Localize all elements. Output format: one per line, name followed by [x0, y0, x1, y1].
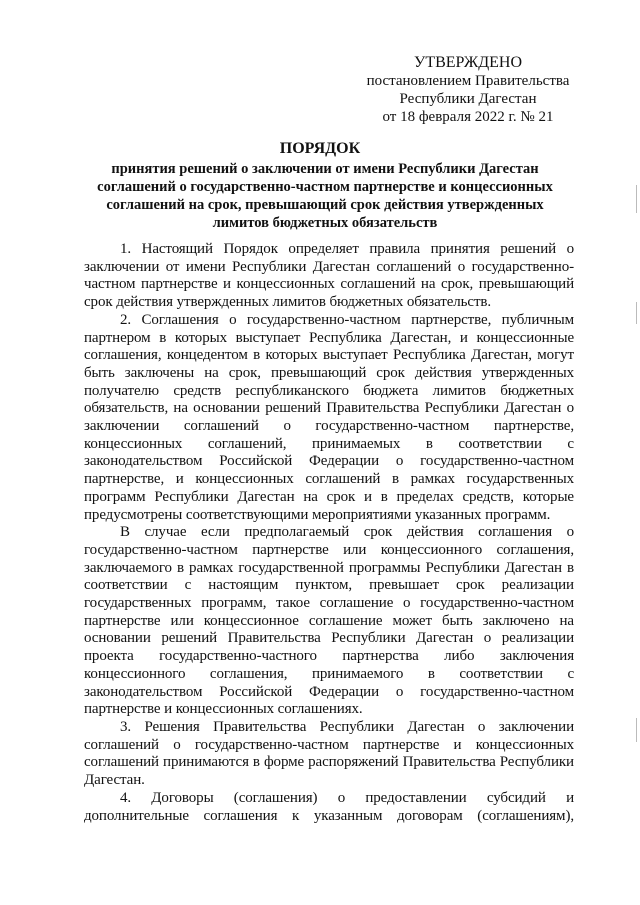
approval-line-1: постановлением Правительства — [366, 73, 570, 89]
paragraph-1: 1. Настоящий Порядок определяет правила принятия решений о заключении от имени Республики Дагестан соглашений о государственно-частном партнерстве и концессионных соглашений на срок, превышающий срок действия утвержденных лимитов бюджетных обязательств. — [84, 241, 574, 311]
document-body — [84, 241, 574, 825]
paragraph-3: 3. Решения Правительства Республики Дагестан о заключении соглашений о государственно-частном партнерстве и концессионных соглашений принимаются в форме распоряжений Правительства Республики Дагестан. — [84, 718, 574, 789]
document-subtitle: принятия решений о заключении от имени Республики Дагестан соглашений о государственно-частном партнерстве и концессионных соглашений на срок, превышающий срок действия утвержденных лимитов бюджетных обязательств — [97, 161, 553, 231]
scan-edge-mark — [636, 185, 637, 213]
approval-line-2: Республики Дагестан — [399, 91, 537, 107]
paragraph-4: 4. Договоры (соглашения) о предоставлении субсидий и дополнительные соглашения к указанным договорам (соглашениям), — [84, 789, 574, 824]
paragraph-2: 2. Соглашения о государственно-частном партнерстве, публичным партнером в которых выступает Республика Дагестан, и концессионные соглашения, концедентом в которых выступает Республика Дагестан, могут быть заключены на срок, превышающий срок действия утвержденных получателю средств республиканского бюджета лимитов бюджетных обязательств, на основании решений Правительства Республики Дагестан о заключении соглашений о государственно-частном партнерстве, концессионных соглашений, принимаемых в соответствии с законодательством Российской Федерации о государственно-частном партнерстве, и концессионных соглашений в рамках государственных программ Республики Дагестан на срок и в пределах средств, которые предусмотрены соответствующими мероприятиями указанных программ. — [84, 311, 574, 523]
approval-line-3: от 18 февраля 2022 г. № 21 — [382, 109, 554, 125]
approval-stamp — [352, 54, 584, 126]
document-title: ПОРЯДОК — [279, 140, 361, 157]
approval-heading: УТВЕРЖДЕНО — [413, 54, 522, 71]
scan-edge-mark — [636, 302, 637, 324]
paragraph-2-continuation: В случае если предполагаемый срок действия соглашения о государственно-частном партнерстве или концессионного соглашения, заключаемого в рамках государственной программы Республики Дагестан в соответствии с настоящим пунктом, превышает срок реализации государственных программ, такое соглашение о государственно-частном партнерстве или концессионное соглашение может быть заключено на основании решений Правительства Республики Дагестан о реализации проекта государственно-частного партнерства либо заключения концессионного соглашения, принимаемого в соответствии с законодательством Российской Федерации о государственно-частном партнерстве и концессионных соглашениях. — [84, 524, 574, 718]
scan-edge-mark — [636, 718, 637, 742]
